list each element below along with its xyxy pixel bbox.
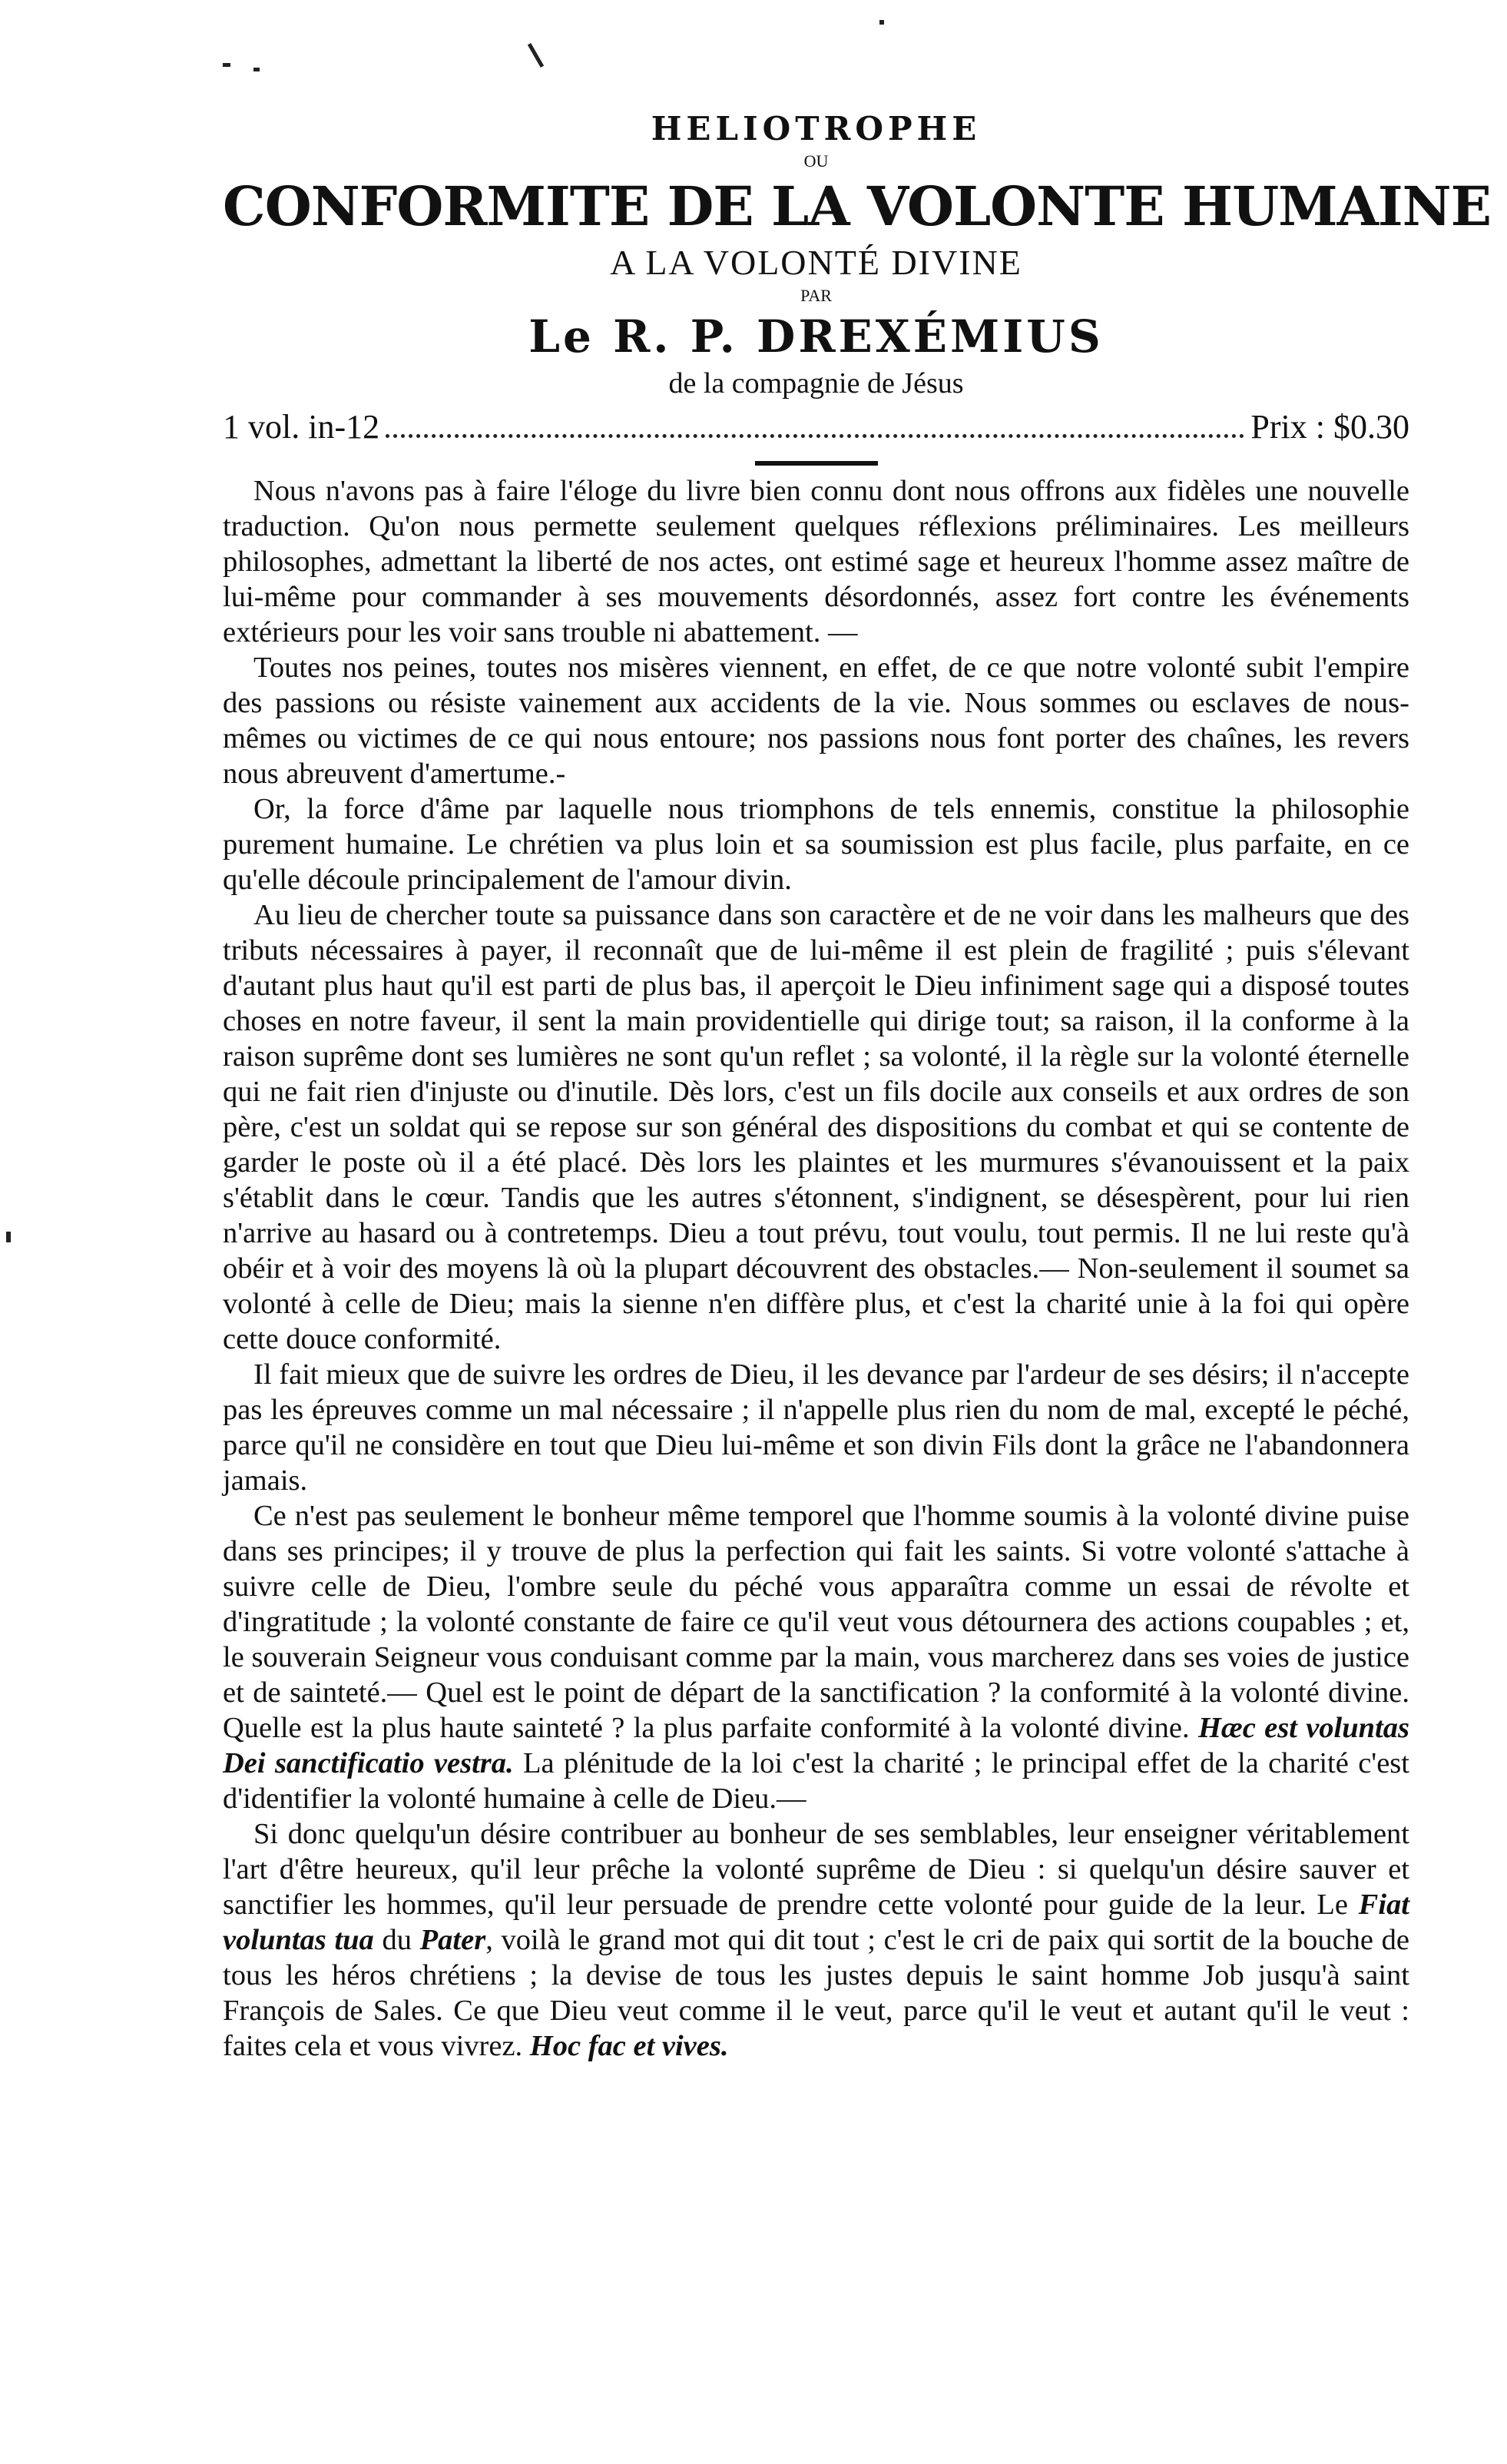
paragraph-text: , voilà le grand mot qui dit tout ; c'est le cri de paix qui sortit de la bouche de tous les héros chrétiens ; la devise de tous les justes depuis le saint homme Job jusqu'à saint François de Sales. Ce que Dieu veut comme il le veut, parce qu'il le veut et autant qu'il le veut : faites cela et vous vivrez. bbox=[223, 1924, 1410, 2062]
price-line bbox=[223, 404, 1409, 450]
latin-quote: Fiat voluntas tua bbox=[223, 1889, 1409, 1956]
paragraph: Toutes nos peines, toutes nos misères viennent, en effet, de ce que notre volonté subit l'empire des passions ou résiste vainement aux accidents de la vie. Nous sommes ou esclaves de nous-mêmes ou victimes de ce qui nous entoure; nos passions nous font porter des chaînes, les revers nous abreuvent d'amertume.- bbox=[223, 652, 1409, 790]
scan-speck bbox=[528, 43, 544, 68]
scan-speck bbox=[253, 68, 260, 71]
title-ou: OU bbox=[803, 151, 829, 171]
document-page bbox=[223, 108, 1492, 2064]
body-text bbox=[223, 473, 1409, 2064]
latin-quote: Hæc est voluntas Dei sanctificatio vestra. bbox=[223, 1712, 1409, 1779]
paragraph-text: du bbox=[373, 1924, 420, 1956]
paragraph: Nous n'avons pas à faire l'éloge du livre bien connu dont nous offrons aux fidèles une nouvelle traduction. Qu'on nous permette seulement quelques réflexions préliminaires. Les meilleurs philosophes, admettant la liberté de nos actes, ont estimé sage et heureux l'homme assez maître de lui-même pour commander à ses mouvements désordonnés, assez fort contre les événements extérieurs pour les voir sans trouble ni abattement. — bbox=[223, 475, 1409, 648]
paragraph: Au lieu de chercher toute sa puissance dans son caractère et de ne voir dans les malheurs que des tributs nécessaires à payer, il reconnaît que de lui-même il est plein de fragilité ; puis s'élevant d'autant plus haut qu'il est parti de plus bas, il aperçoit le Dieu infiniment sage qui a disposé toutes choses en notre faveur, il sent la main providentielle qui dirige tout; sa raison, il la conforme à la raison suprême dont ses lumières ne sont qu'un reflet ; sa volonté, il la règle sur la volonté éternelle qui ne fait rien d'injuste ou d'inutile. Dès lors, c'est un fils docile aux conseils et aux ordres de son père, c'est un soldat qui se repose sur son général des dispositions du combat et qui se contente de garder le poste où il a été placé. Dès lors les plaintes et les murmures s'évanouissent et la paix s'établit dans le cœur. Tandis que les autres s'étonnent, s'indignent, se désespèrent, pour lui rien n'arrive au hasard ou à contretemps. Dieu a tout prévu, tout voulu, tout permis. Il ne lui reste qu'à obéir et à voir des moyens là où la plupart découvrent des obstacles.— Non-seulement il soumet sa volonté à celle de Dieu; mais la sienne n'en diffère plus, et c'est la charité unie à la foi qui opère cette douce conformité. bbox=[223, 899, 1409, 1355]
paragraph-text: La plénitude de la loi c'est la charité ; le principal effet de la charité c'est d'identifier la volonté humaine à celle de Dieu.— bbox=[223, 1747, 1409, 1815]
paragraph: Il fait mieux que de suivre les ordres de Dieu, il les devance par l'ardeur de ses désirs; il n'accepte pas les épreuves comme un mal nécessaire ; il n'appelle plus rien du nom de mal, excepté le péché, parce qu'il ne considère en tout que Dieu lui-même et son divin Fils dont la grâce ne l'abandonnera jamais. bbox=[223, 1358, 1409, 1497]
latin-quote: Hoc fac et vives. bbox=[529, 2030, 729, 2062]
price: Prix : $0.30 bbox=[1250, 408, 1409, 446]
scan-speck bbox=[223, 63, 230, 67]
leader-dots bbox=[386, 434, 1244, 438]
latin-quote: Pater bbox=[419, 1924, 486, 1956]
subtitle-volonte-divine: A LA VOLONTÉ DIVINE bbox=[610, 243, 1022, 282]
author-company: de la compagnie de Jésus bbox=[668, 367, 964, 400]
paragraph-text: Ce n'est pas seulement le bonheur même temporel que l'homme soumis à la volonté divine puise dans ses principes; il y trouve de plus la perfection qui fait les saints. Si votre volonté s'attache à suivre celle de Dieu, l'ombre seule du péché vous apparaîtra comme un essai de révolte et d'ingratitude ; la volonté constante de faire ce qu'il veut vous détournera des actions coupables ; et, le souverain Seigneur vous conduisant comme par la main, vous marcherez dans ses voies de justice et de sainteté.— Quel est le point de départ de la sanctification ? la conformité à la volonté divine. Quelle est la plus haute sainteté ? la plus parfaite conformité à la volonté divine. bbox=[223, 1500, 1409, 1744]
title-heliotrophe: HELIOTROPHE bbox=[651, 110, 982, 148]
separator-rule bbox=[755, 461, 878, 466]
title-conformite: CONFORMITE DE LA VOLONTE HUMAINE bbox=[223, 174, 1492, 238]
paragraph bbox=[223, 1498, 1409, 1816]
paragraph bbox=[223, 1816, 1409, 2064]
paragraph-text: Si donc quelqu'un désire contribuer au bonheur de ses semblables, leur enseigner véritablement l'art d'être heureux, qu'il leur prêche la volonté suprême de Dieu : si quelqu'un désire sauver et sanctifier les hommes, qu'il leur persuade de prendre cette volonté pour guide de la leur. Le bbox=[223, 1818, 1409, 1921]
volume-format: 1 vol. in-12 bbox=[223, 408, 380, 446]
paragraph: Or, la force d'âme par laquelle nous triomphons de tels ennemis, constitue la philosophie purement humaine. Le chrétien va plus loin et sa soumission est plus facile, plus parfaite, en ce qu'elle découle principalement de l'amour divin. bbox=[223, 793, 1409, 896]
scan-speck bbox=[879, 20, 884, 25]
scan-speck bbox=[6, 1232, 11, 1242]
title-par: PAR bbox=[800, 286, 832, 305]
author-name: Le R. P. DREXÉMIUS bbox=[528, 310, 1104, 363]
title-block bbox=[223, 108, 1492, 401]
